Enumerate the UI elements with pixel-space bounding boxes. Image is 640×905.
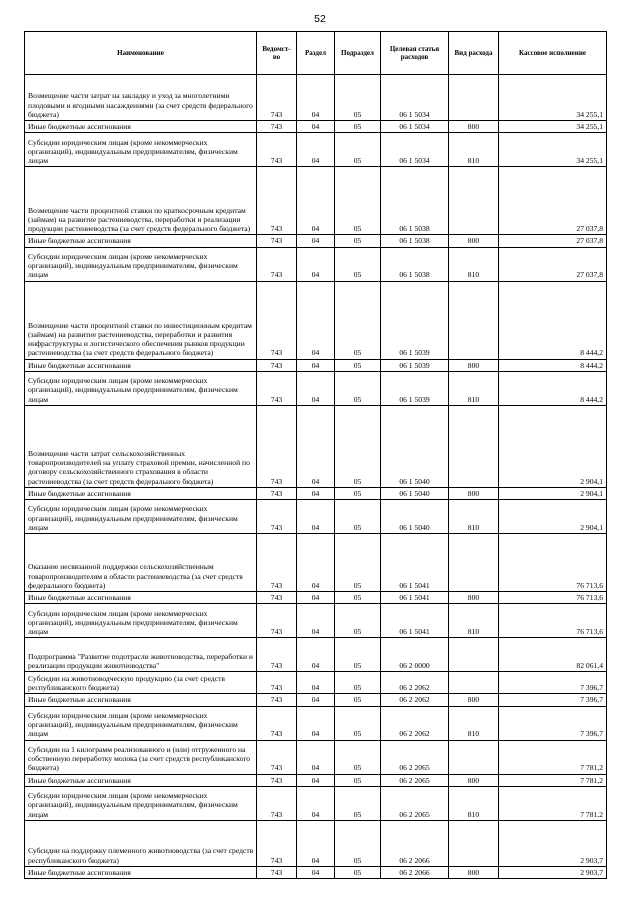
row-section: 04	[297, 786, 335, 820]
row-amount: 34 255,1	[499, 121, 607, 133]
column-header-department: Ведомст-во	[257, 32, 297, 75]
row-expense-type	[449, 820, 499, 866]
row-name: Возмещение части затрат сельскохозяйственных товаропроизводителей на уплату страховой премии, начисленной по договору сельскохозяйственного страхования в области растениеводства (за счет средств федерального бюджета)	[25, 405, 257, 487]
row-target-article: 06 1 5041	[381, 592, 449, 604]
row-section: 04	[297, 706, 335, 740]
row-section: 04	[297, 75, 335, 121]
row-section: 04	[297, 774, 335, 786]
row-subsection: 05	[335, 786, 381, 820]
table-row	[25, 281, 607, 359]
table-row	[25, 121, 607, 133]
row-section: 04	[297, 235, 335, 247]
row-name: Субсидии юридическим лицам (кроме некоммерческих организаций), индивидуальным предпринимателям, физическим лицам	[25, 133, 257, 167]
row-target-article: 06 2 0000	[381, 638, 449, 672]
row-target-article: 06 1 5041	[381, 604, 449, 638]
row-name: Иные бюджетные ассигнования	[25, 774, 257, 786]
row-expense-type: 810	[449, 371, 499, 405]
row-amount: 7 396,7	[499, 672, 607, 694]
row-name: Субсидии на животноводческую продукцию (за счет средств республиканского бюджета)	[25, 672, 257, 694]
row-amount: 2 904,1	[499, 487, 607, 499]
row-subsection: 05	[335, 235, 381, 247]
row-name: Субсидии на поддержку племенного животноводства (за счет средств республиканского бюджета)	[25, 820, 257, 866]
row-amount: 76 713,6	[499, 604, 607, 638]
table-row	[25, 604, 607, 638]
row-amount: 7 781,2	[499, 740, 607, 774]
row-target-article: 06 1 5034	[381, 121, 449, 133]
row-target-article: 06 2 2065	[381, 786, 449, 820]
row-expense-type: 800	[449, 359, 499, 371]
row-amount: 7 396,7	[499, 706, 607, 740]
row-department: 743	[257, 786, 297, 820]
row-subsection: 05	[335, 500, 381, 534]
row-target-article: 06 2 2065	[381, 740, 449, 774]
row-subsection: 05	[335, 820, 381, 866]
row-name: Подпрограмма "Развитие подотрасли животноводства, переработки и реализации продукции животноводства"	[25, 638, 257, 672]
row-name: Иные бюджетные ассигнования	[25, 359, 257, 371]
table-header-row	[25, 32, 607, 75]
row-expense-type: 800	[449, 592, 499, 604]
row-subsection: 05	[335, 534, 381, 592]
row-target-article: 06 2 2065	[381, 774, 449, 786]
table-row	[25, 694, 607, 706]
row-section: 04	[297, 487, 335, 499]
row-section: 04	[297, 121, 335, 133]
row-department: 743	[257, 235, 297, 247]
row-target-article: 06 1 5038	[381, 247, 449, 281]
row-name: Субсидии юридическим лицам (кроме некоммерческих организаций), индивидуальным предпринимателям, физическим лицам	[25, 500, 257, 534]
row-name: Возмещение части процентной ставки по краткосрочным кредитам (займам) на развитие растениеводства, переработки и реализации продукции растениеводства (за счет средств федерального бюджета)	[25, 167, 257, 235]
row-department: 743	[257, 866, 297, 878]
row-department: 743	[257, 405, 297, 487]
row-subsection: 05	[335, 359, 381, 371]
row-department: 743	[257, 359, 297, 371]
row-target-article: 06 1 5040	[381, 487, 449, 499]
column-header-expense-type: Вид расхода	[449, 32, 499, 75]
row-target-article: 06 1 5039	[381, 359, 449, 371]
row-department: 743	[257, 500, 297, 534]
row-subsection: 05	[335, 694, 381, 706]
table-row	[25, 167, 607, 235]
row-department: 743	[257, 604, 297, 638]
row-subsection: 05	[335, 281, 381, 359]
table-row	[25, 820, 607, 866]
table-row	[25, 672, 607, 694]
row-subsection: 05	[335, 740, 381, 774]
row-target-article: 06 1 5038	[381, 167, 449, 235]
row-subsection: 05	[335, 638, 381, 672]
row-amount: 34 255,1	[499, 133, 607, 167]
row-name: Иные бюджетные ассигнования	[25, 121, 257, 133]
row-amount: 27 037,8	[499, 167, 607, 235]
row-amount: 2 903,7	[499, 866, 607, 878]
row-subsection: 05	[335, 487, 381, 499]
row-department: 743	[257, 592, 297, 604]
table-row	[25, 866, 607, 878]
row-section: 04	[297, 592, 335, 604]
row-amount: 27 037,8	[499, 247, 607, 281]
row-subsection: 05	[335, 133, 381, 167]
row-expense-type	[449, 405, 499, 487]
row-department: 743	[257, 820, 297, 866]
row-amount: 34 255,1	[499, 75, 607, 121]
row-department: 743	[257, 638, 297, 672]
row-name: Субсидии юридическим лицам (кроме некоммерческих организаций), индивидуальным предпринимателям, физическим лицам	[25, 604, 257, 638]
row-department: 743	[257, 694, 297, 706]
row-expense-type	[449, 167, 499, 235]
row-subsection: 05	[335, 592, 381, 604]
row-section: 04	[297, 694, 335, 706]
row-subsection: 05	[335, 405, 381, 487]
table-row	[25, 235, 607, 247]
budget-execution-table	[24, 31, 607, 879]
row-subsection: 05	[335, 75, 381, 121]
table-row	[25, 774, 607, 786]
row-expense-type: 800	[449, 694, 499, 706]
row-department: 743	[257, 672, 297, 694]
row-target-article: 06 1 5040	[381, 405, 449, 487]
table-row	[25, 247, 607, 281]
row-expense-type: 810	[449, 133, 499, 167]
row-amount: 7 781,2	[499, 786, 607, 820]
row-section: 04	[297, 866, 335, 878]
row-expense-type: 800	[449, 235, 499, 247]
row-section: 04	[297, 820, 335, 866]
row-target-article: 06 2 2066	[381, 866, 449, 878]
row-section: 04	[297, 371, 335, 405]
column-header-target-article: Целевая статья расходов	[381, 32, 449, 75]
row-expense-type	[449, 75, 499, 121]
row-department: 743	[257, 534, 297, 592]
row-expense-type	[449, 672, 499, 694]
row-amount: 2 904,1	[499, 405, 607, 487]
row-target-article: 06 2 2062	[381, 694, 449, 706]
table-row	[25, 534, 607, 592]
column-header-subsection: Подраздел	[335, 32, 381, 75]
row-department: 743	[257, 740, 297, 774]
table-row	[25, 592, 607, 604]
row-amount: 82 061,4	[499, 638, 607, 672]
row-target-article: 06 2 2062	[381, 706, 449, 740]
column-header-section: Раздел	[297, 32, 335, 75]
row-expense-type: 800	[449, 487, 499, 499]
row-name: Субсидии юридическим лицам (кроме некоммерческих организаций), индивидуальным предпринимателям, физическим лицам	[25, 371, 257, 405]
row-amount: 76 713,6	[499, 592, 607, 604]
row-amount: 7 396,7	[499, 694, 607, 706]
row-subsection: 05	[335, 121, 381, 133]
row-section: 04	[297, 672, 335, 694]
row-target-article: 06 1 5034	[381, 75, 449, 121]
row-amount: 8 444,2	[499, 371, 607, 405]
row-name: Субсидии на 1 килограмм реализованного и (или) отгруженного на собственную переработку молока (за счет средств республиканского бюджета)	[25, 740, 257, 774]
row-expense-type	[449, 638, 499, 672]
table-row	[25, 75, 607, 121]
row-amount: 2 903,7	[499, 820, 607, 866]
row-name: Оказание несвязанной поддержки сельскохозяйственным товаропроизводителям в области растениеводства (за счет средств федерального бюджета)	[25, 534, 257, 592]
row-section: 04	[297, 133, 335, 167]
row-department: 743	[257, 774, 297, 786]
row-subsection: 05	[335, 604, 381, 638]
row-target-article: 06 1 5039	[381, 371, 449, 405]
row-department: 743	[257, 167, 297, 235]
table-row	[25, 359, 607, 371]
row-section: 04	[297, 247, 335, 281]
row-expense-type: 810	[449, 786, 499, 820]
table-row	[25, 487, 607, 499]
row-expense-type: 810	[449, 500, 499, 534]
row-expense-type	[449, 281, 499, 359]
table-row	[25, 740, 607, 774]
row-amount: 8 444,2	[499, 281, 607, 359]
row-expense-type: 810	[449, 706, 499, 740]
row-target-article: 06 1 5040	[381, 500, 449, 534]
row-name: Иные бюджетные ассигнования	[25, 866, 257, 878]
row-name: Субсидии юридическим лицам (кроме некоммерческих организаций), индивидуальным предпринимателям, физическим лицам	[25, 247, 257, 281]
row-section: 04	[297, 740, 335, 774]
table-row	[25, 405, 607, 487]
row-target-article: 06 2 2066	[381, 820, 449, 866]
row-subsection: 05	[335, 774, 381, 786]
row-section: 04	[297, 534, 335, 592]
row-section: 04	[297, 604, 335, 638]
table-row	[25, 706, 607, 740]
table-row	[25, 638, 607, 672]
row-section: 04	[297, 359, 335, 371]
row-expense-type: 810	[449, 604, 499, 638]
row-expense-type	[449, 534, 499, 592]
row-department: 743	[257, 487, 297, 499]
row-name: Возмещение части процентной ставки по инвестиционным кредитам (займам) на развитие растениеводства, переработки и развития инфраструктуры и логистического обеспечения рынков продукции растениеводства (за счет средств федерального бюджета)	[25, 281, 257, 359]
row-expense-type: 800	[449, 774, 499, 786]
row-target-article: 06 2 2062	[381, 672, 449, 694]
row-amount: 7 781,2	[499, 774, 607, 786]
row-name: Иные бюджетные ассигнования	[25, 592, 257, 604]
row-subsection: 05	[335, 672, 381, 694]
row-amount: 27 037,8	[499, 235, 607, 247]
row-subsection: 05	[335, 247, 381, 281]
row-target-article: 06 1 5041	[381, 534, 449, 592]
row-target-article: 06 1 5034	[381, 133, 449, 167]
table-row	[25, 786, 607, 820]
row-name: Возмещение части затрат на закладку и уход за многолетними плодовыми и ягодными насаждениями (за счет средств федерального бюджета)	[25, 75, 257, 121]
row-subsection: 05	[335, 866, 381, 878]
table-row	[25, 133, 607, 167]
row-subsection: 05	[335, 167, 381, 235]
row-name: Субсидии юридическим лицам (кроме некоммерческих организаций), индивидуальным предпринимателям, физическим лицам	[25, 786, 257, 820]
row-department: 743	[257, 121, 297, 133]
row-subsection: 05	[335, 706, 381, 740]
row-section: 04	[297, 281, 335, 359]
row-department: 743	[257, 371, 297, 405]
row-section: 04	[297, 167, 335, 235]
table-row	[25, 500, 607, 534]
row-name: Иные бюджетные ассигнования	[25, 487, 257, 499]
row-department: 743	[257, 281, 297, 359]
row-expense-type: 800	[449, 121, 499, 133]
column-header-cash-execution: Кассовое исполнение	[499, 32, 607, 75]
row-expense-type: 800	[449, 866, 499, 878]
row-target-article: 06 1 5038	[381, 235, 449, 247]
table-row	[25, 371, 607, 405]
row-section: 04	[297, 500, 335, 534]
row-target-article: 06 1 5039	[381, 281, 449, 359]
row-section: 04	[297, 405, 335, 487]
row-amount: 76 713,6	[499, 534, 607, 592]
row-subsection: 05	[335, 371, 381, 405]
row-name: Иные бюджетные ассигнования	[25, 694, 257, 706]
row-name: Иные бюджетные ассигнования	[25, 235, 257, 247]
page-number: 52	[314, 13, 326, 25]
row-expense-type: 810	[449, 247, 499, 281]
row-department: 743	[257, 247, 297, 281]
column-header-name: Наименование	[25, 32, 257, 75]
row-section: 04	[297, 638, 335, 672]
row-amount: 8 444,2	[499, 359, 607, 371]
row-expense-type	[449, 740, 499, 774]
row-amount: 2 904,1	[499, 500, 607, 534]
row-department: 743	[257, 75, 297, 121]
row-department: 743	[257, 133, 297, 167]
row-department: 743	[257, 706, 297, 740]
row-name: Субсидии юридическим лицам (кроме некоммерческих организаций), индивидуальным предпринимателям, физическим лицам	[25, 706, 257, 740]
